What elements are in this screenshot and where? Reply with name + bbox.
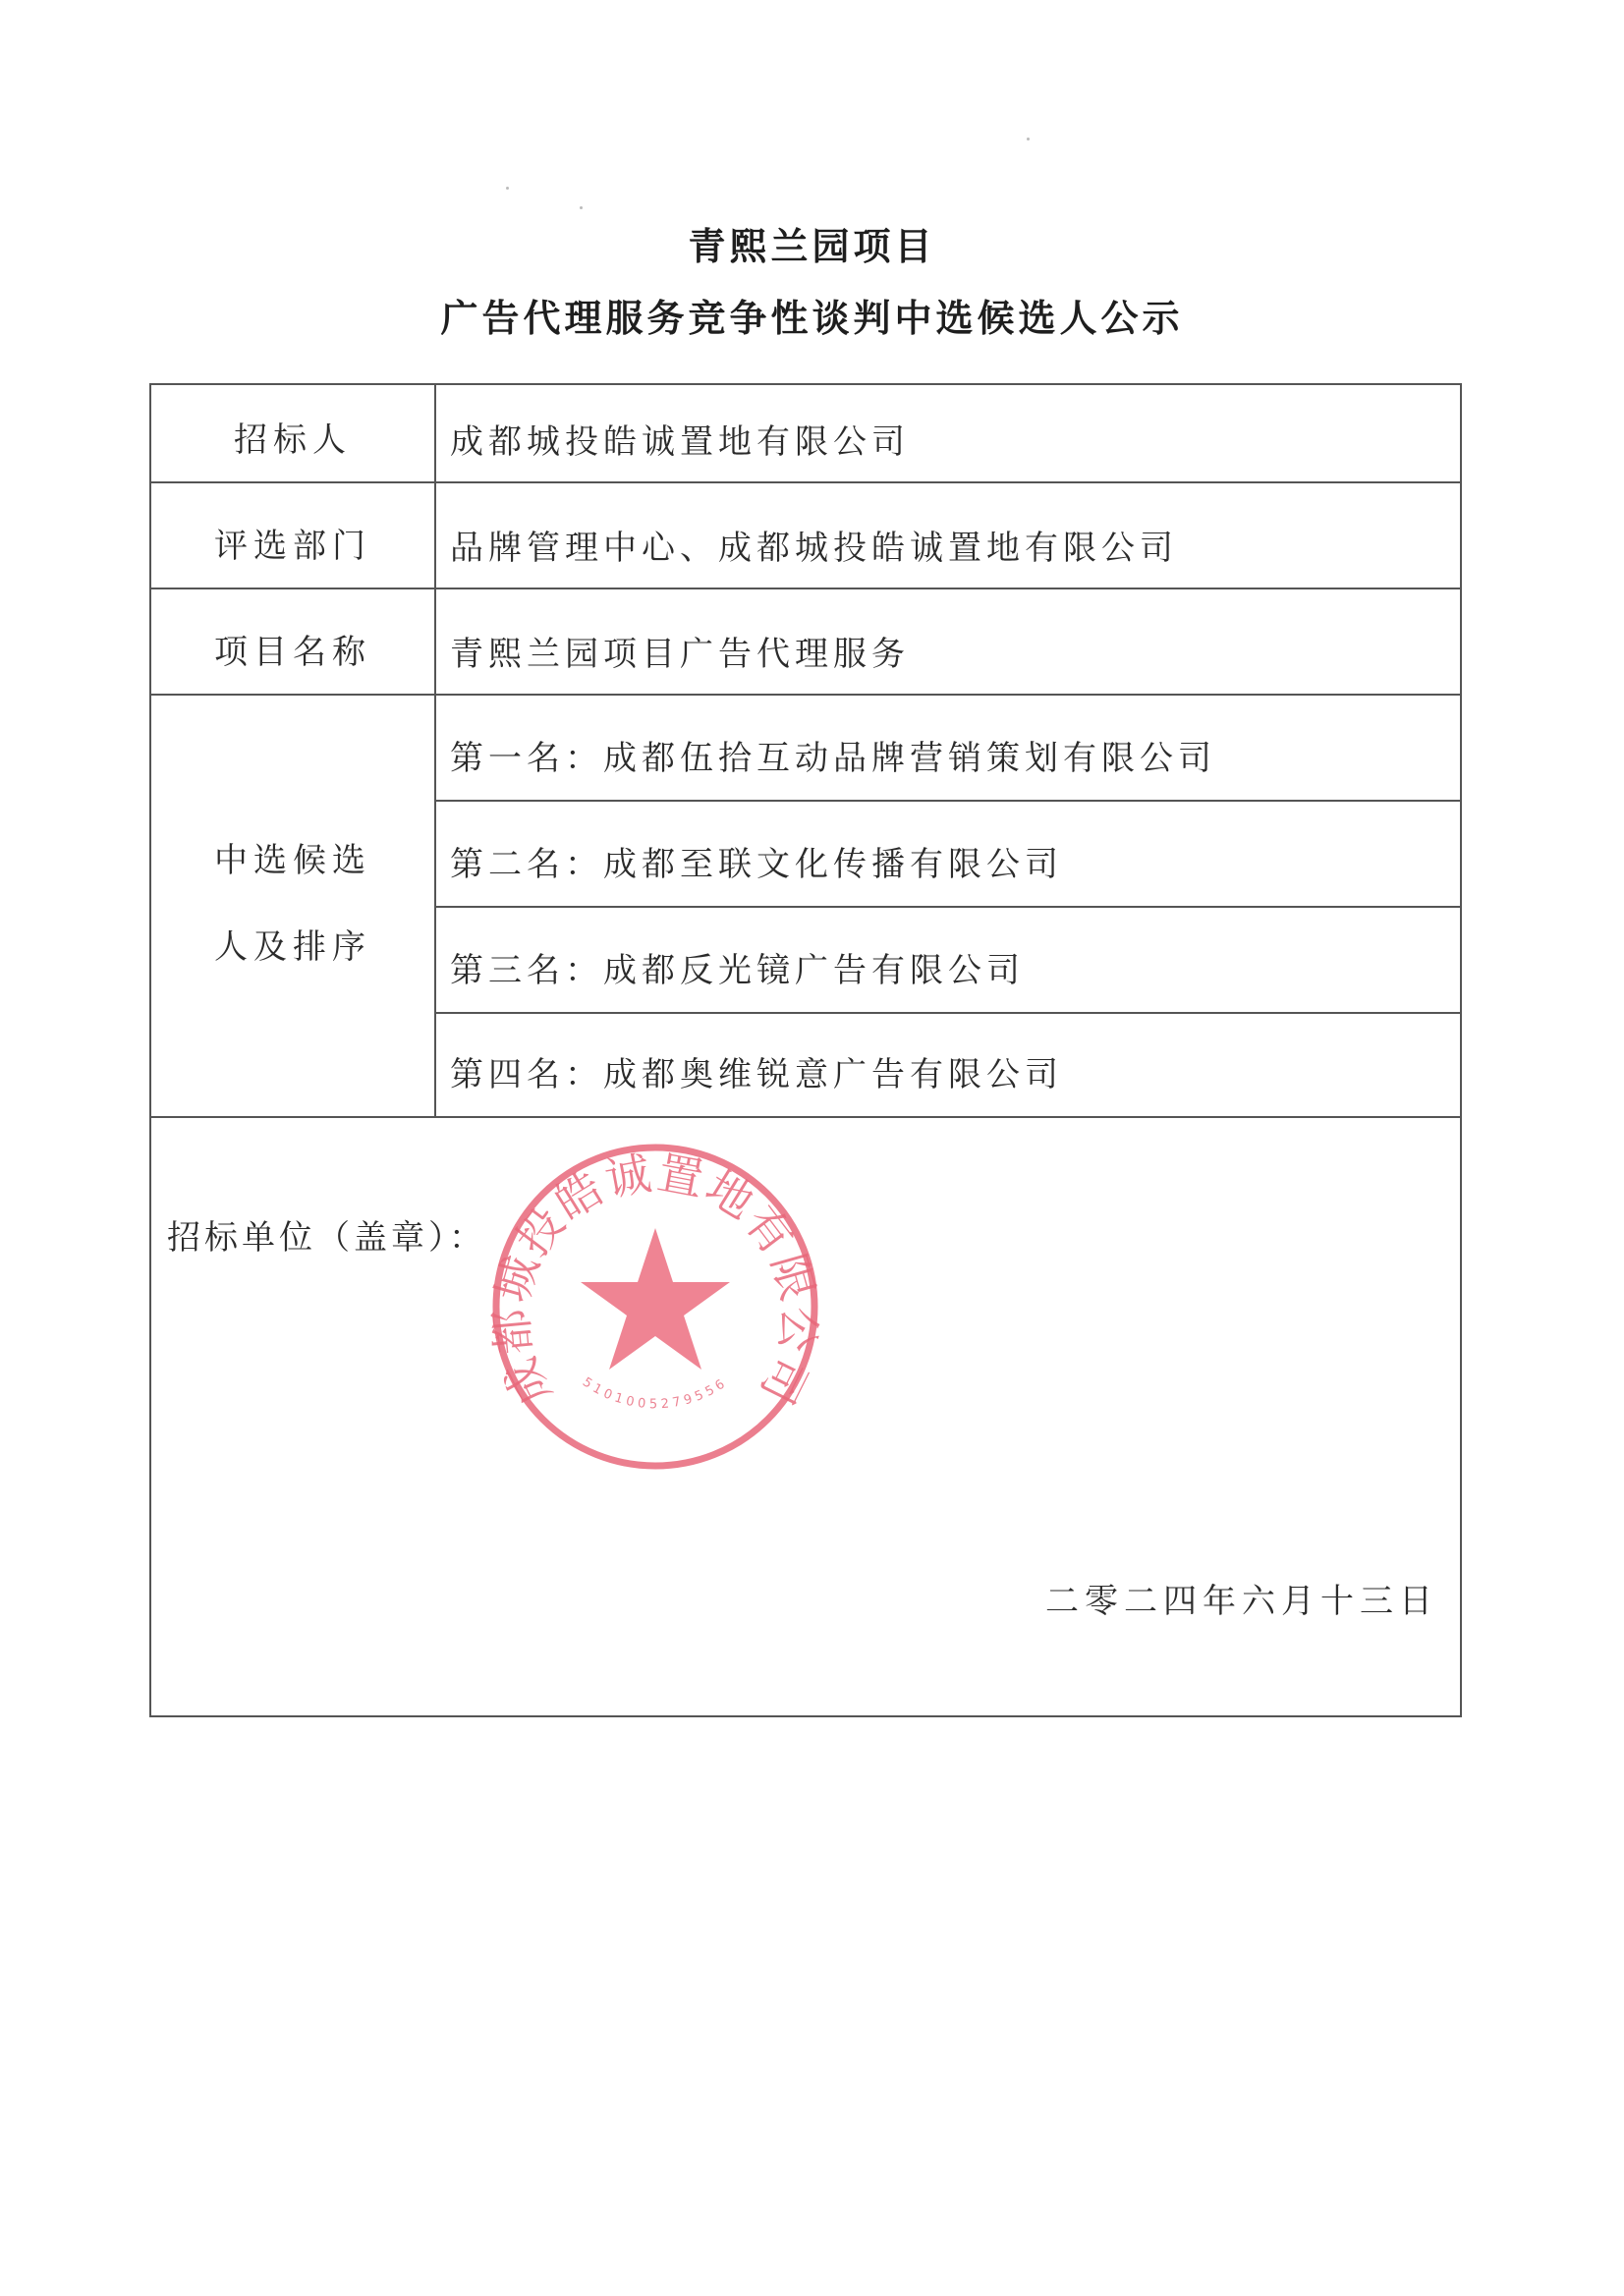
row-divider [434, 1012, 1462, 1014]
label-candidates-line1: 中选候选 [214, 841, 371, 880]
row-divider [151, 694, 1462, 696]
value-project-name: 青熙兰园项目广告代理服务 [450, 635, 910, 674]
svg-text:5101005279556: 5101005279556 [580, 1374, 731, 1413]
candidate-row [450, 837, 1063, 885]
candidate-row [450, 731, 1216, 779]
row-divider [151, 481, 1462, 483]
announcement-table [149, 383, 1462, 1717]
value-evaluation-dept: 品牌管理中心、成都城投皓诚置地有限公司 [450, 529, 1178, 568]
candidate-rank: 第二名： [450, 845, 603, 884]
document-title: 青熙兰园项目 [688, 225, 936, 268]
row-divider [434, 906, 1462, 908]
label-tenderer: 招标人 [234, 420, 352, 460]
scan-speck [506, 187, 509, 190]
label-evaluation-dept: 评选部门 [214, 527, 371, 566]
candidate-row [450, 943, 1025, 991]
candidate-name: 成都反光镜广告有限公司 [603, 951, 1025, 990]
candidate-name: 成都奥维锐意广告有限公司 [603, 1055, 1063, 1094]
document-subtitle: 广告代理服务竞争性谈判中选候选人公示 [440, 297, 1184, 340]
candidate-rank: 第三名： [450, 951, 603, 990]
scan-speck [1027, 138, 1030, 140]
candidate-rank: 第一名： [450, 739, 603, 778]
value-tenderer: 成都城投皓诚置地有限公司 [450, 422, 910, 462]
star-icon [581, 1228, 730, 1370]
signature-label: 招标单位（盖章）： [167, 1218, 486, 1258]
scan-speck [580, 206, 583, 209]
label-candidates [151, 817, 434, 990]
announcement-date: 二零二四年六月十三日 [1045, 1582, 1438, 1621]
label-project-name: 项目名称 [214, 633, 371, 672]
column-divider [434, 385, 436, 1116]
row-divider [151, 1116, 1462, 1118]
label-candidates-line2: 人及排序 [214, 927, 371, 967]
candidate-row [450, 1047, 1063, 1095]
candidate-rank: 第四名： [450, 1055, 603, 1094]
candidate-name: 成都伍拾互动品牌营销策划有限公司 [603, 739, 1216, 778]
candidate-name: 成都至联文化传播有限公司 [603, 845, 1063, 884]
row-divider [434, 800, 1462, 802]
company-seal-icon [483, 1140, 827, 1474]
row-divider [151, 588, 1462, 589]
svg-text:成都城投皓诚置地有限公司: 成都城投皓诚置地有限公司 [483, 1146, 827, 1415]
